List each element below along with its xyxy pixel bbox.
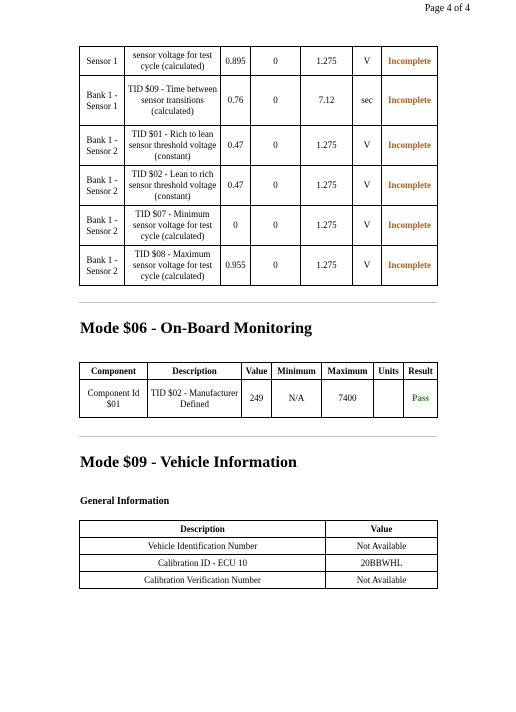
units-cell: V	[353, 166, 382, 206]
description-cell: TID $08 - Maximum sensor voltage for test cycle (calculated)	[125, 246, 221, 286]
minimum-cell: 0	[251, 166, 301, 206]
result-cell: Pass	[404, 380, 438, 418]
component-cell: Bank 1 - Sensor 2	[80, 246, 125, 286]
component-cell: Bank 1 - Sensor 1	[80, 76, 125, 126]
description-cell: Calibration Verification Number	[80, 572, 326, 589]
column-header: Result	[404, 363, 438, 380]
result-cell: Incomplete	[382, 246, 438, 286]
component-cell: Bank 1 - Sensor 2	[80, 206, 125, 246]
mode09-heading: Mode $09 - Vehicle Information	[80, 454, 297, 471]
component-cell: Bank 1 - Sensor 2	[80, 126, 125, 166]
table-row	[80, 126, 438, 166]
table-row	[80, 76, 438, 126]
result-cell: Incomplete	[382, 47, 438, 76]
page-number: Page 4 of 4	[424, 3, 470, 14]
mode06-heading: Mode $06 - On-Board Monitoring	[80, 320, 312, 337]
units-cell	[374, 380, 404, 418]
result-cell: Incomplete	[382, 126, 438, 166]
value-cell: 0	[221, 206, 251, 246]
value-cell: 20BBWHL	[326, 555, 438, 572]
column-header: Minimum	[272, 363, 322, 380]
description-cell: TID $02 - Manufacturer Defined	[148, 380, 242, 418]
table-row	[80, 380, 438, 418]
description-cell: TID $02 - Lean to rich sensor threshold voltage (constant)	[125, 166, 221, 206]
table-row	[80, 166, 438, 206]
column-header: Maximum	[322, 363, 374, 380]
mode06-table	[79, 362, 438, 418]
table-row	[80, 47, 438, 76]
minimum-cell: N/A	[272, 380, 322, 418]
table-header-row	[80, 521, 438, 538]
value-cell: 249	[242, 380, 272, 418]
column-header: Value	[242, 363, 272, 380]
value-cell: Not Available	[326, 538, 438, 555]
description-cell: TID $09 - Time between sensor transitions (calculated)	[125, 76, 221, 126]
table-row	[80, 572, 438, 589]
column-header: Description	[80, 521, 326, 538]
value-cell: 0.76	[221, 76, 251, 126]
table-row	[80, 206, 438, 246]
component-cell: Component Id $01	[80, 380, 148, 418]
column-header: Component	[80, 363, 148, 380]
value-cell: 0.47	[221, 166, 251, 206]
minimum-cell: 0	[251, 206, 301, 246]
column-header: Value	[326, 521, 438, 538]
general-information-heading: General Information	[80, 496, 170, 507]
table-row	[80, 555, 438, 572]
description-cell: sensor voltage for test cycle (calculated)	[125, 47, 221, 76]
vehicle-information-table	[79, 520, 438, 589]
maximum-cell: 7400	[322, 380, 374, 418]
result-cell: Incomplete	[382, 76, 438, 126]
column-header: Units	[374, 363, 404, 380]
value-cell: 0.47	[221, 126, 251, 166]
maximum-cell: 7.12	[301, 76, 353, 126]
table-row	[80, 538, 438, 555]
description-cell: TID $07 - Minimum sensor voltage for test cycle (calculated)	[125, 206, 221, 246]
maximum-cell: 1.275	[301, 47, 353, 76]
maximum-cell: 1.275	[301, 206, 353, 246]
minimum-cell: 0	[251, 76, 301, 126]
maximum-cell: 1.275	[301, 246, 353, 286]
table-row	[80, 246, 438, 286]
units-cell: V	[353, 206, 382, 246]
description-cell: Vehicle Identification Number	[80, 538, 326, 555]
value-cell: 0.955	[221, 246, 251, 286]
maximum-cell: 1.275	[301, 166, 353, 206]
section-divider	[79, 302, 437, 303]
units-cell: V	[353, 47, 382, 76]
description-cell: TID $01 - Rich to lean sensor threshold voltage (constant)	[125, 126, 221, 166]
component-cell: Sensor 1	[80, 47, 125, 76]
component-cell: Bank 1 - Sensor 2	[80, 166, 125, 206]
mode06-results-continued-table	[79, 46, 438, 286]
maximum-cell: 1.275	[301, 126, 353, 166]
units-cell: V	[353, 126, 382, 166]
column-header: Description	[148, 363, 242, 380]
description-cell: Calibration ID - ECU 10	[80, 555, 326, 572]
minimum-cell: 0	[251, 47, 301, 76]
result-cell: Incomplete	[382, 166, 438, 206]
table-header-row	[80, 363, 438, 380]
value-cell: Not Available	[326, 572, 438, 589]
value-cell: 0.895	[221, 47, 251, 76]
units-cell: sec	[353, 76, 382, 126]
minimum-cell: 0	[251, 126, 301, 166]
result-cell: Incomplete	[382, 206, 438, 246]
section-divider	[79, 436, 437, 437]
minimum-cell: 0	[251, 246, 301, 286]
units-cell: V	[353, 246, 382, 286]
